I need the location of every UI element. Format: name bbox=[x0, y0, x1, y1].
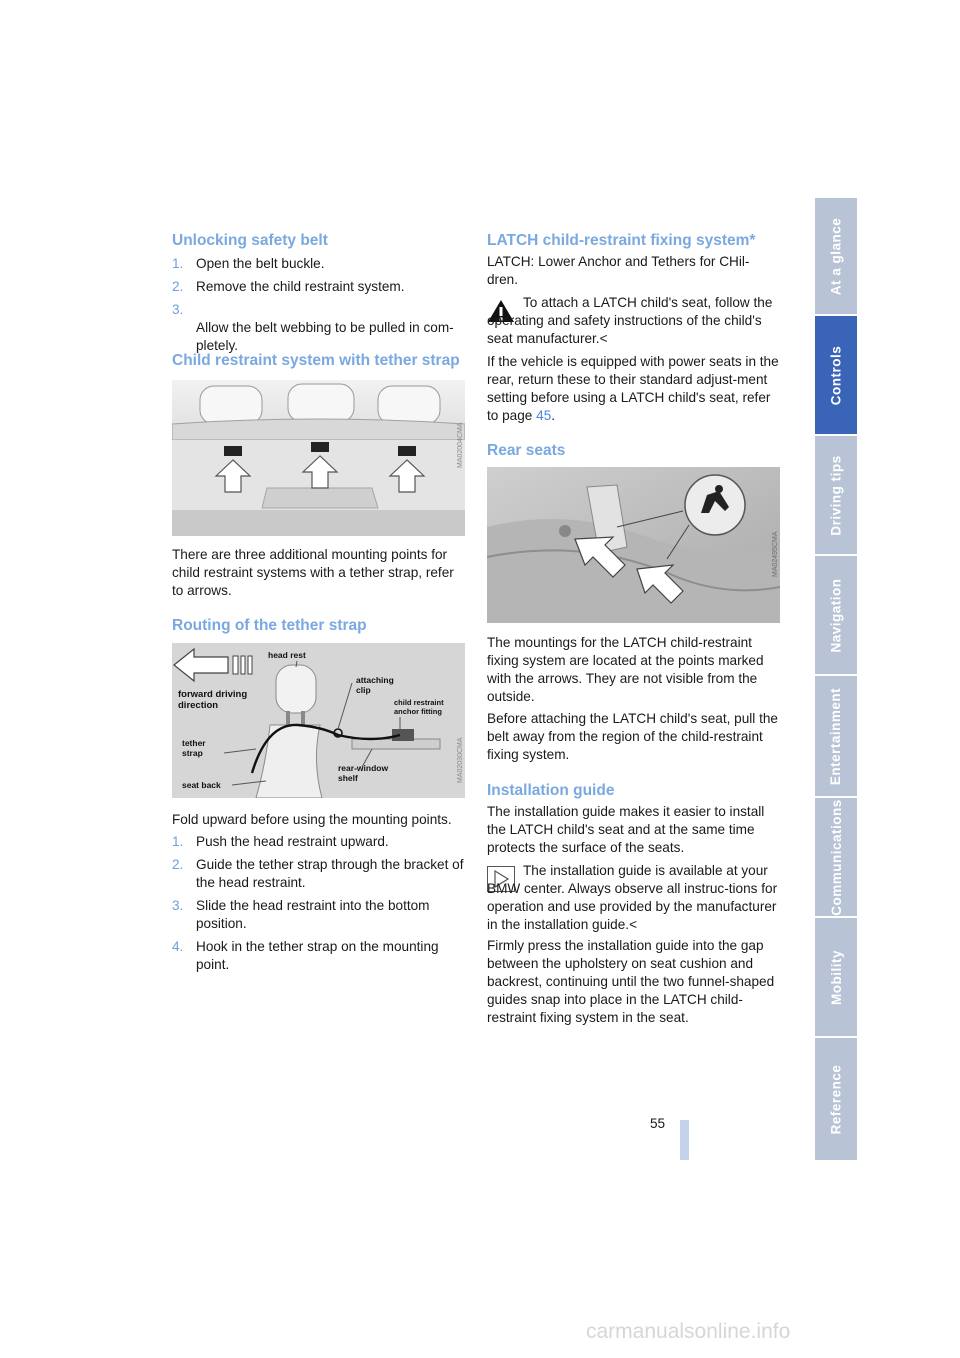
label-tether-line1: tether bbox=[182, 738, 206, 748]
unlock-steps bbox=[172, 255, 467, 355]
label-rear-window-shelf bbox=[338, 763, 390, 783]
latch-warning: To attach a LATCH child's seat, follow the operating and safety instructions of the child's seat manufacturer.< bbox=[487, 295, 773, 346]
rear-seats-illustration bbox=[487, 467, 780, 623]
latch-intro: LATCH: Lower Anchor and Tethers for CHil- dren. bbox=[487, 254, 750, 287]
section-heading-unlocking: Unlocking safety belt bbox=[172, 232, 328, 249]
rear-seats-paragraph-2: Before attaching the LATCH child's seat, pull the belt away from the region of the child-restraint fixing system. bbox=[487, 711, 778, 762]
figure-rear-seats bbox=[487, 467, 780, 623]
tab-communications[interactable]: Communications bbox=[815, 798, 857, 916]
tether-paragraph: There are three additional mounting points for child restraint systems with a tether strap, refer to arrows. bbox=[172, 547, 454, 598]
list-item: 2. Guide the tether strap through the bracket of the head restraint. bbox=[172, 857, 464, 890]
label-tether-strap bbox=[182, 738, 208, 758]
label-anchor-line1: child restraint bbox=[394, 698, 444, 707]
list-item: 3. Allow the belt webbing to be pulled in com- pletely. bbox=[172, 302, 454, 353]
list-item: 1. Push the head restraint upward. bbox=[172, 834, 389, 849]
end-marker: < bbox=[629, 917, 638, 932]
label-attaching-line2: clip bbox=[356, 685, 371, 695]
figure-code: MA02004CMA bbox=[457, 422, 464, 468]
installation-paragraph-1: The installation guide makes it easier to install the LATCH child's seat and at the same time protects the surface of the seats. bbox=[487, 804, 765, 855]
installation-note: The installation guide is available at your BMW center. Always observe all instruc-tions for operation and use provided by the manufacturer in the installation guide.< bbox=[487, 863, 778, 932]
figure-code: MA02495CMA bbox=[772, 531, 779, 577]
label-head-rest: head rest bbox=[268, 650, 306, 660]
label-forward-line2: direction bbox=[178, 700, 219, 711]
label-shelf-line1: rear-window bbox=[338, 763, 389, 773]
page-link[interactable]: 45 bbox=[536, 408, 552, 423]
list-item: 1. Open the belt buckle. bbox=[172, 256, 325, 271]
watermark: carmanualsonline.info bbox=[586, 1320, 791, 1343]
section-heading-tether: Child restraint system with tether strap bbox=[172, 352, 460, 369]
page-number-bar bbox=[680, 1120, 689, 1160]
section-heading-routing: Routing of the tether strap bbox=[172, 617, 367, 634]
label-anchor-fitting bbox=[394, 698, 446, 716]
label-forward-line1: forward driving bbox=[178, 689, 248, 700]
label-forward-driving bbox=[178, 689, 250, 711]
list-item: 4. Hook in the tether strap on the mounting point. bbox=[172, 939, 439, 972]
figure-tether-mounting-points bbox=[172, 380, 465, 536]
tab-entertainment[interactable]: Entertainment bbox=[815, 676, 857, 796]
label-seat-back: seat back bbox=[182, 780, 221, 790]
tab-navigation[interactable]: Navigation bbox=[815, 556, 857, 674]
label-tether-line2: strap bbox=[182, 748, 203, 758]
list-item: 3. Slide the head restraint into the bottom position. bbox=[172, 898, 430, 931]
label-shelf-line2: shelf bbox=[338, 773, 358, 783]
label-attaching-clip bbox=[356, 675, 396, 695]
latch-power-seats: If the vehicle is equipped with power seats in the rear, return these to their standard adjust-ment setting before using a LATCH child's seat, refer to page 45. bbox=[487, 354, 779, 423]
routing-steps bbox=[172, 833, 467, 974]
figure-routing-tether-strap bbox=[172, 643, 465, 798]
section-heading-installation: Installation guide bbox=[487, 782, 615, 799]
end-marker: < bbox=[599, 331, 608, 346]
tab-controls[interactable]: Controls bbox=[815, 316, 857, 434]
routing-intro: Fold upward before using the mounting points. bbox=[172, 812, 452, 827]
tab-mobility[interactable]: Mobility bbox=[815, 918, 857, 1036]
routing-illustration bbox=[172, 643, 465, 798]
label-attaching-line1: attaching bbox=[356, 675, 394, 685]
section-heading-rear-seats: Rear seats bbox=[487, 442, 566, 459]
tab-reference[interactable]: Reference bbox=[815, 1038, 857, 1160]
list-item: 2. Remove the child restraint system. bbox=[172, 279, 405, 294]
rear-seats-paragraph-1: The mountings for the LATCH child-restraint fixing system are located at the points marked with the arrows. They are not visible from the outside. bbox=[487, 635, 764, 704]
page-number: 55 bbox=[650, 1116, 666, 1131]
figure-code: MA02030CMA bbox=[457, 737, 464, 783]
tab-driving-tips[interactable]: Driving tips bbox=[815, 436, 857, 554]
tab-at-a-glance[interactable]: At a glance bbox=[815, 198, 857, 314]
label-anchor-line2: anchor fitting bbox=[394, 707, 442, 716]
section-heading-latch: LATCH child-restraint fixing system* bbox=[487, 232, 756, 249]
installation-paragraph-2: Firmly press the installation guide into the gap between the upholstery on seat cushion and backrest, continuing until the two funnel-shaped guides snap into place in the LATCH child-restraint fixing system in the seat. bbox=[487, 938, 775, 1025]
tether-mounting-illustration bbox=[172, 380, 465, 536]
